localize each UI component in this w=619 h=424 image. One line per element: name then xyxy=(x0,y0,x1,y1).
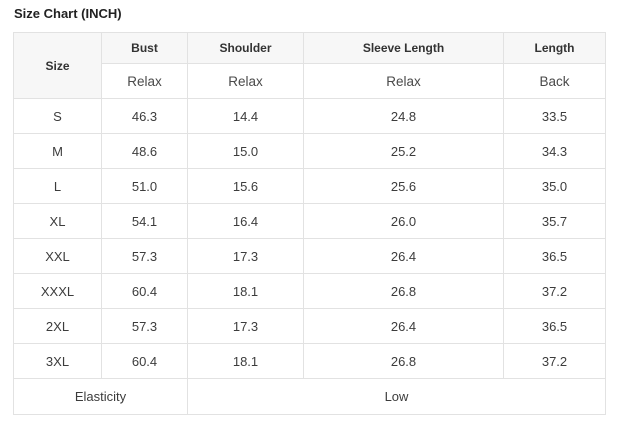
shoulder-cell: 17.3 xyxy=(188,239,304,274)
size-cell: XL xyxy=(14,204,102,239)
size-cell: XXXL xyxy=(14,274,102,309)
bust-cell: 57.3 xyxy=(102,309,188,344)
elasticity-value: Low xyxy=(188,379,606,415)
shoulder-cell: 15.0 xyxy=(188,134,304,169)
bust-cell: 57.3 xyxy=(102,239,188,274)
elasticity-label: Elasticity xyxy=(14,379,188,415)
header-row-measurements xyxy=(14,33,606,64)
column-header-shoulder: Shoulder xyxy=(188,33,304,64)
shoulder-cell: 18.1 xyxy=(188,344,304,379)
elasticity-row xyxy=(14,379,606,415)
sleeve-length-cell: 26.0 xyxy=(304,204,504,239)
table-row-m xyxy=(14,134,606,169)
subheader-shoulder-fit: Relax xyxy=(188,64,304,99)
table-row-xxxl xyxy=(14,274,606,309)
sleeve-length-cell: 26.8 xyxy=(304,274,504,309)
subheader-length-fit: Back xyxy=(504,64,606,99)
size-cell: 2XL xyxy=(14,309,102,344)
shoulder-cell: 18.1 xyxy=(188,274,304,309)
column-header-sleeve-length: Sleeve Length xyxy=(304,33,504,64)
size-chart-table xyxy=(13,32,606,415)
table-row-s xyxy=(14,99,606,134)
size-cell: L xyxy=(14,169,102,204)
length-cell: 35.0 xyxy=(504,169,606,204)
sleeve-length-cell: 26.4 xyxy=(304,309,504,344)
shoulder-cell: 16.4 xyxy=(188,204,304,239)
bust-cell: 54.1 xyxy=(102,204,188,239)
column-header-size: Size xyxy=(14,33,102,99)
size-cell: S xyxy=(14,99,102,134)
sleeve-length-cell: 25.6 xyxy=(304,169,504,204)
shoulder-cell: 14.4 xyxy=(188,99,304,134)
length-cell: 37.2 xyxy=(504,344,606,379)
length-cell: 35.7 xyxy=(504,204,606,239)
subheader-sleeve-fit: Relax xyxy=(304,64,504,99)
length-cell: 34.3 xyxy=(504,134,606,169)
length-cell: 36.5 xyxy=(504,309,606,344)
subheader-bust-fit: Relax xyxy=(102,64,188,99)
size-cell: M xyxy=(14,134,102,169)
column-header-length: Length xyxy=(504,33,606,64)
sleeve-length-cell: 26.8 xyxy=(304,344,504,379)
bust-cell: 48.6 xyxy=(102,134,188,169)
table-row-3xl xyxy=(14,344,606,379)
bust-cell: 60.4 xyxy=(102,344,188,379)
length-cell: 33.5 xyxy=(504,99,606,134)
sleeve-length-cell: 24.8 xyxy=(304,99,504,134)
header-row-fit-type xyxy=(14,64,606,99)
length-cell: 37.2 xyxy=(504,274,606,309)
bust-cell: 60.4 xyxy=(102,274,188,309)
length-cell: 36.5 xyxy=(504,239,606,274)
column-header-bust: Bust xyxy=(102,33,188,64)
shoulder-cell: 15.6 xyxy=(188,169,304,204)
shoulder-cell: 17.3 xyxy=(188,309,304,344)
table-row-xxl xyxy=(14,239,606,274)
sleeve-length-cell: 26.4 xyxy=(304,239,504,274)
size-cell: XXL xyxy=(14,239,102,274)
sleeve-length-cell: 25.2 xyxy=(304,134,504,169)
bust-cell: 46.3 xyxy=(102,99,188,134)
bust-cell: 51.0 xyxy=(102,169,188,204)
table-row-l xyxy=(14,169,606,204)
table-row-2xl xyxy=(14,309,606,344)
table-row-xl xyxy=(14,204,606,239)
page-title: Size Chart (INCH) xyxy=(14,6,122,21)
size-cell: 3XL xyxy=(14,344,102,379)
